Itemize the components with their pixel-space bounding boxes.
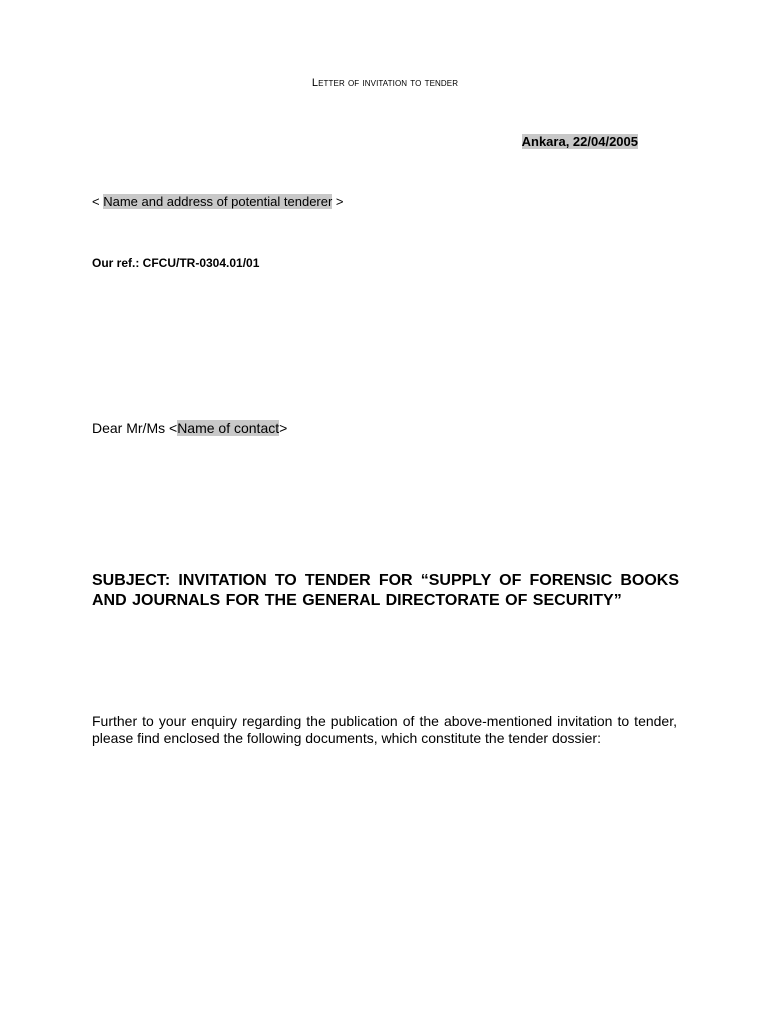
addressee-prefix: < — [92, 194, 104, 209]
salutation-prefix: Dear Mr/Ms < — [92, 420, 178, 436]
letter-title: Letter of invitation to tender — [311, 77, 459, 89]
body-paragraph: Further to your enquiry regarding the publication of the above-mentioned invitation to tender, please find enclosed the following documents, which constitute the tender dossier: — [92, 713, 677, 746]
letter-date — [522, 134, 638, 149]
contact-placeholder: Name of contact — [177, 420, 280, 436]
addressee-line — [92, 194, 344, 209]
subject-heading: SUBJECT: INVITATION TO TENDER FOR “SUPPLY OF FORENSIC BOOKS AND JOURNALS FOR THE GENERAL DIRECTORATE OF SECURITY” — [92, 572, 679, 609]
addressee-placeholder: Name and address of potential tenderer — [103, 194, 333, 209]
addressee-suffix: > — [332, 194, 344, 209]
date-text: Ankara, 22/04/2005 — [521, 134, 638, 149]
salutation-suffix: > — [279, 420, 288, 436]
reference-line: Our ref.: CFCU/TR-0304.01/01 — [92, 256, 260, 270]
salutation-line — [92, 420, 287, 436]
